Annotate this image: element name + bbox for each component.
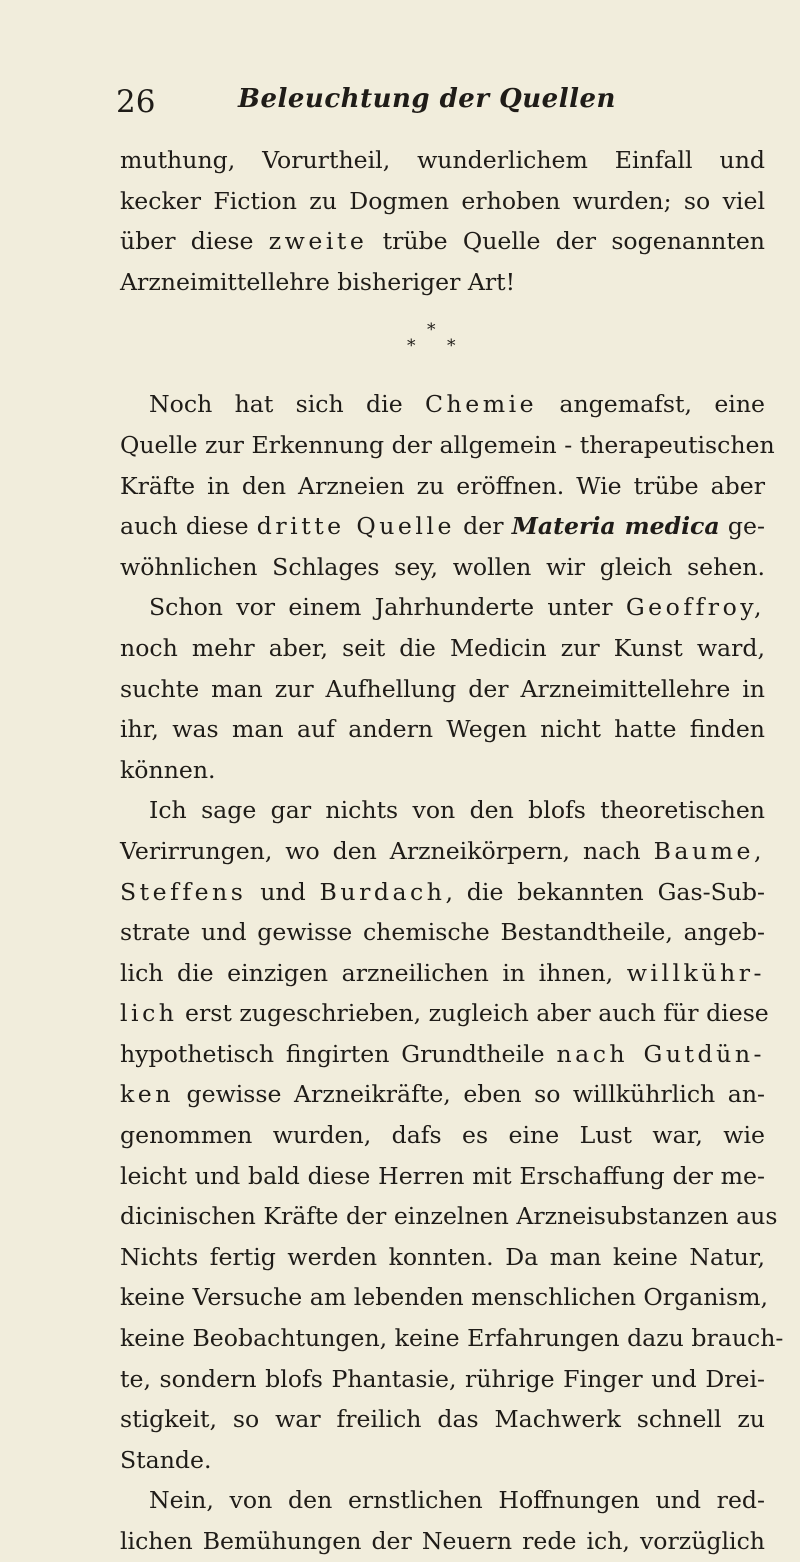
text-line: über diese zweite trübe Quelle der sogenannten bbox=[120, 227, 765, 256]
asterisk-ornament: * bbox=[407, 336, 416, 357]
text-line: genommen wurden, dafs es eine Lust war, wie bbox=[120, 1121, 765, 1150]
text-line: lichen Bemühungen der Neuern rede ich, vorzüglich bbox=[120, 1527, 765, 1555]
text-line: auch diese dritte Quelle der Materia medica ge- bbox=[120, 512, 765, 541]
paragraph-1 bbox=[120, 140, 765, 302]
text-line: Nein, von den ernstlichen Hoffnungen und red- bbox=[149, 1486, 765, 1515]
paragraph-3 bbox=[120, 587, 765, 790]
text-line: Noch hat sich die Chemie angemafst, eine bbox=[149, 390, 765, 419]
asterisk-ornament: * bbox=[447, 336, 456, 357]
text-line: Arzneimittellehre bisheriger Art! bbox=[120, 267, 516, 296]
text-line: strate und gewisse chemische Bestandtheile, angeb- bbox=[120, 918, 765, 947]
text-line: ihr, was man auf andern Wegen nicht hatte finden bbox=[120, 715, 765, 744]
text-line: ken gewisse Arzneikräfte, eben so willkührlich an- bbox=[120, 1080, 765, 1109]
text-line: leicht und bald diese Herren mit Erschaffung der me- bbox=[120, 1161, 765, 1190]
paragraph-2 bbox=[120, 384, 775, 587]
running-title: Beleuchtung der Quellen bbox=[238, 84, 616, 114]
text-line: Stande. bbox=[120, 1445, 212, 1474]
text-line: muthung, Vorurtheil, wunderlichem Einfall und bbox=[120, 146, 765, 174]
text-line: dicinischen Kräfte der einzelnen Arzneisubstanzen aus bbox=[120, 1202, 778, 1231]
page-number: 26 bbox=[116, 84, 156, 120]
text-line: können. bbox=[120, 755, 216, 784]
text-line: keine Versuche am lebenden menschlichen Organism, bbox=[120, 1283, 768, 1312]
text-line: hypothetisch fingirten Grundtheile nach Gutdün- bbox=[120, 1039, 765, 1068]
body-text bbox=[120, 140, 784, 1562]
page-header bbox=[116, 84, 756, 124]
text-line: Quelle zur Erkennung der allgemein - therapeutischen bbox=[120, 430, 775, 459]
text-line: kecker Fiction zu Dogmen erhoben wurden; so viel bbox=[120, 186, 765, 215]
text-line: stigkeit, so war freilich das Machwerk schnell zu bbox=[120, 1405, 765, 1434]
text-line: Verirrungen, wo den Arzneikörpern, nach Baume, bbox=[120, 836, 765, 865]
text-line: lich die einzigen arzneilichen in ihnen, willkühr- bbox=[120, 958, 765, 987]
text-line: lich erst zugeschrieben, zugleich aber auch für diese bbox=[120, 999, 769, 1028]
text-line: Ich sage gar nichts von den blofs theoretischen bbox=[149, 796, 765, 825]
text-line: suchte man zur Aufhellung der Arzneimittellehre in bbox=[120, 674, 765, 703]
text-line: wöhnlichen Schlages sey, wollen wir gleich sehen. bbox=[120, 552, 765, 581]
text-line: noch mehr aber, seit die Medicin zur Kunst ward, bbox=[120, 633, 765, 662]
asterisk-ornament: * bbox=[427, 320, 436, 341]
paragraph-5 bbox=[120, 1480, 765, 1561]
text-line: te, sondern blofs Phantasie, rührige Finger und Drei- bbox=[120, 1364, 765, 1393]
text-line: Kräfte in den Arzneien zu eröffnen. Wie trübe aber bbox=[120, 471, 765, 500]
section-separator bbox=[120, 302, 765, 384]
text-line: Nichts fertig werden konnten. Da man keine Natur, bbox=[120, 1242, 765, 1271]
text-line: keine Beobachtungen, keine Erfahrungen dazu brauch- bbox=[120, 1324, 784, 1353]
text-line: Schon vor einem Jahrhunderte unter Geoffroy, bbox=[149, 593, 765, 622]
paragraph-4 bbox=[120, 790, 784, 1480]
text-line: Steffens und Burdach, die bekannten Gas-Sub- bbox=[120, 877, 766, 906]
